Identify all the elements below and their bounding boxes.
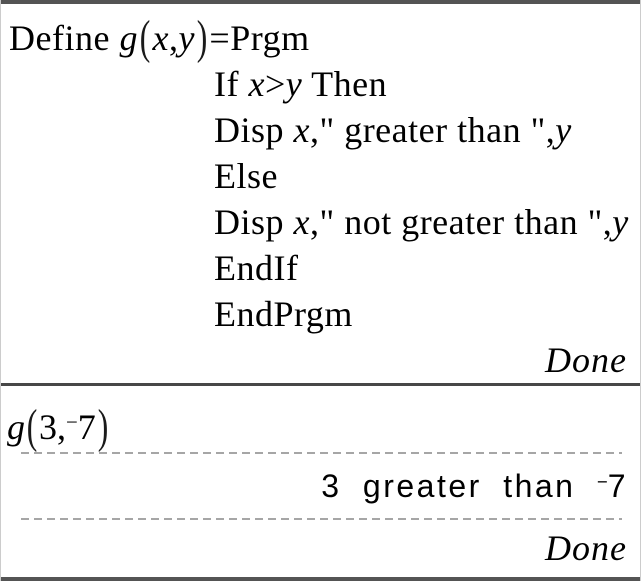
program-code-line bbox=[1, 245, 640, 291]
program-result-status: Done bbox=[545, 340, 627, 380]
text-segment-kw: 3, bbox=[39, 407, 66, 448]
program-code-line bbox=[1, 199, 640, 245]
bottom-frame-bar bbox=[1, 577, 640, 581]
evaluation-input-expression[interactable] bbox=[1, 386, 640, 452]
text-segment-var: y bbox=[555, 110, 572, 150]
evaluation-entry[interactable] bbox=[1, 386, 640, 577]
text-segment-kw: , bbox=[168, 18, 179, 58]
text-segment-kw: = bbox=[209, 18, 231, 58]
text-segment-var: x bbox=[152, 18, 169, 58]
text-segment-kw: Disp bbox=[214, 202, 294, 242]
program-code-line bbox=[1, 291, 640, 337]
text-segment-plain: 3 greater than bbox=[321, 467, 597, 504]
text-segment-var: y bbox=[178, 18, 195, 58]
program-code bbox=[1, 10, 640, 337]
text-segment-paren: ( bbox=[139, 10, 151, 64]
text-segment-var: x bbox=[293, 110, 310, 150]
text-segment-kw: EndPrgm bbox=[214, 294, 353, 334]
text-segment-paren: ) bbox=[97, 399, 109, 453]
text-segment-kw: Then bbox=[302, 64, 388, 104]
text-segment-kw: Define bbox=[9, 18, 120, 58]
text-segment-neg: − bbox=[66, 410, 78, 434]
text-segment-kw: ," greater than ", bbox=[310, 110, 556, 150]
text-segment-kw: If bbox=[214, 64, 249, 104]
text-segment-kw: Disp bbox=[214, 110, 294, 150]
text-segment-neg: − bbox=[596, 471, 608, 492]
text-segment-var: g bbox=[7, 407, 25, 448]
text-segment-kw: EndIf bbox=[214, 248, 299, 288]
text-segment-plain: 7 bbox=[607, 467, 628, 504]
evaluation-result-status: Done bbox=[545, 528, 627, 568]
text-segment-var: x bbox=[248, 64, 265, 104]
text-segment-kw: ," not greater than ", bbox=[310, 202, 613, 242]
text-segment-var: y bbox=[285, 64, 303, 104]
text-segment-kw: Else bbox=[214, 156, 278, 196]
text-segment-var: x bbox=[293, 202, 310, 242]
text-segment-kw: 7 bbox=[77, 407, 96, 448]
program-code-line bbox=[1, 107, 640, 153]
text-segment-kw: > bbox=[264, 64, 286, 104]
program-code-line bbox=[1, 61, 640, 107]
program-definition-entry[interactable] bbox=[1, 4, 640, 383]
program-code-line bbox=[1, 10, 640, 64]
text-segment-kw: Prgm bbox=[230, 18, 310, 58]
text-segment-paren: ( bbox=[26, 399, 38, 453]
text-segment-paren: ) bbox=[196, 10, 208, 64]
text-segment-var: g bbox=[119, 18, 138, 58]
program-code-line bbox=[1, 153, 640, 199]
text-segment-var: y bbox=[612, 202, 629, 242]
